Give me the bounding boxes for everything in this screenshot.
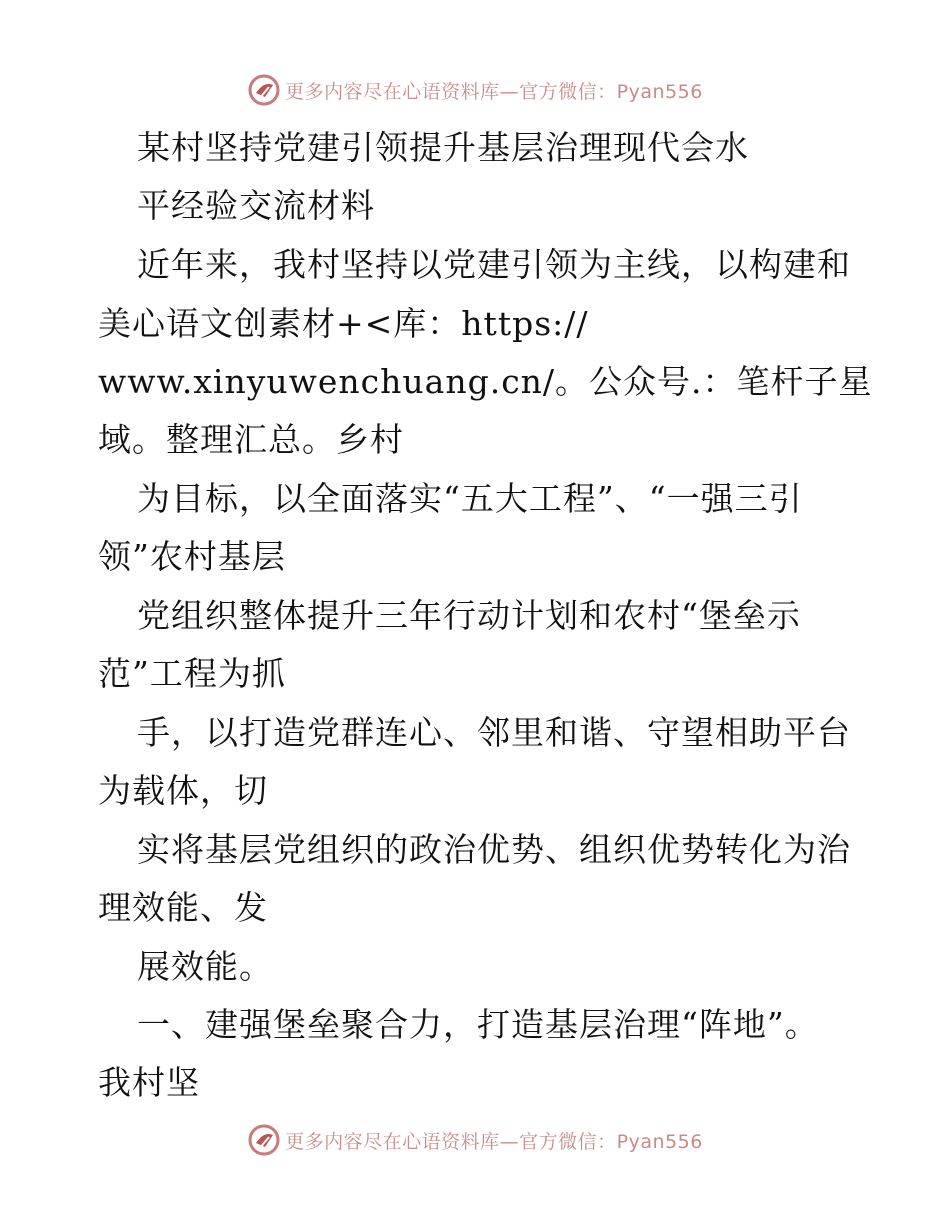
paragraph-line: 理效能、发	[98, 888, 268, 927]
paragraph-line: 域。整理汇总。乡村	[98, 420, 404, 459]
paragraph-line: 近年来，我村坚持以党建引领为主线，以构建和	[137, 245, 851, 284]
document-title-line-2: 平经验交流材料	[137, 186, 375, 225]
logo-icon	[247, 1123, 281, 1157]
paragraph-line: 为目标，以全面落实“五大工程”、“一强三引	[137, 479, 803, 518]
footer-watermark-text: 更多内容尽在心语资料库—官方微信：Pyan556	[285, 1130, 703, 1153]
paragraph-line: 领”农村基层	[98, 537, 286, 576]
paragraph-line: 我村坚	[98, 1063, 200, 1102]
footer-watermark	[0, 1120, 950, 1160]
paragraph-line: 手，以打造党群连心、邻里和谐、守望相助平台	[137, 713, 851, 752]
paragraph-line: 范”工程为抓	[98, 654, 286, 693]
paragraph-line: 美心语文创素材+<库：https://	[98, 304, 589, 343]
paragraph-line: 为载体，切	[98, 771, 268, 810]
paragraph-line: 实将基层党组织的政治优势、组织优势转化为治	[137, 830, 851, 869]
paragraph-line: 党组织整体提升三年行动计划和农村“堡垒示	[137, 596, 801, 635]
paragraph-line: 展效能。	[137, 947, 273, 986]
paragraph-line: www.xinyuwenchuang.cn/。公众号.：笔杆子星	[98, 362, 873, 401]
header-watermark-text: 更多内容尽在心语资料库—官方微信：Pyan556	[285, 80, 703, 103]
section-heading-line: 一、建强堡垒聚合力，打造基层治理“阵地”。	[137, 1005, 819, 1044]
document-title-line-1: 某村坚持党建引领提升基层治理现代会水	[137, 128, 749, 167]
